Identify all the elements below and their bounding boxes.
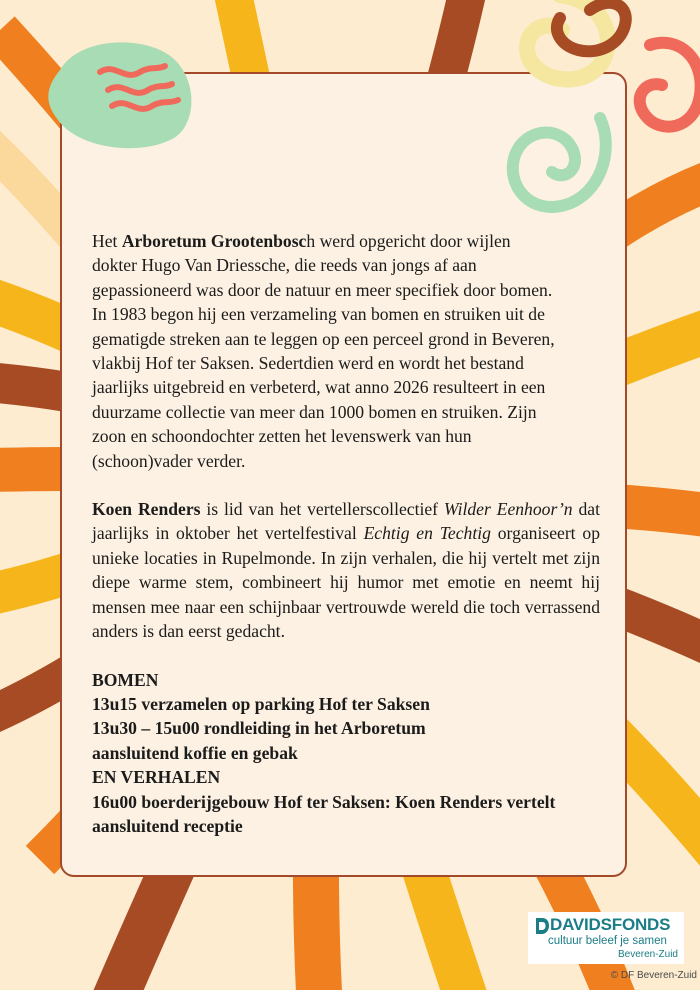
- logo-tagline: cultuur beleef je samen: [548, 935, 667, 947]
- intro-line: jaarlijks uitgebreid en verbeterd, wat anno 2026 resulteert in een: [92, 377, 546, 398]
- logo-location: Beveren-Zuid: [617, 949, 678, 960]
- intro-line: zoon en schoondochter zetten het levenswerk van hun: [92, 426, 472, 447]
- intro-line: duurzame collectie van meer dan 1000 bomen en struiken. Zijn: [92, 401, 537, 422]
- article-body: [92, 229, 600, 838]
- festival-name: Echtig en Techtig: [363, 523, 491, 544]
- intro-line: vlakbij Hof ter Saksen. Sedertdien werd en wordt het bestand: [92, 353, 524, 374]
- storyteller-paragraph: [92, 497, 600, 643]
- schedule-item: aansluitend receptie: [92, 815, 243, 836]
- intro-text: Het: [92, 231, 122, 251]
- schedule-item: 13u30 – 15u00 rondleiding in het Arboretum: [92, 718, 426, 739]
- logo-brand: DAVIDSFONDS: [550, 915, 671, 934]
- arboretum-name: Arboretum Grootenbosc: [121, 231, 307, 251]
- schedule-item: 13u15 verzamelen op parking Hof ter Saksen: [92, 693, 430, 714]
- schedule-heading: BOMEN: [92, 669, 159, 690]
- copyright-notice: © DF Beveren-Zuid: [610, 970, 697, 981]
- schedule-heading: EN VERHALEN: [92, 767, 221, 788]
- intro-line: In 1983 begon hij een verzameling van bomen en struiken uit de: [92, 304, 545, 325]
- storyteller-name: Koen Renders: [92, 499, 201, 520]
- schedule-item: aansluitend koffie en gebak: [92, 742, 298, 763]
- schedule-item: 16u00 boerderijgebouw Hof ter Saksen: Koen Renders vertelt: [92, 791, 556, 812]
- intro-line: gematigde streken aan te leggen op een perceel grond in Beveren,: [92, 328, 555, 349]
- intro-line: gepassioneerd was door de natuur en meer specifiek door bomen.: [92, 279, 553, 300]
- davidsfonds-logo: [528, 912, 684, 964]
- intro-text: h werd opgericht door wijlen: [306, 231, 511, 251]
- intro-paragraph: [92, 229, 600, 473]
- storyteller-text: organiseert op unieke locaties in Rupelmonde. In zijn verhalen, die hij vertelt met zijn diepe warme stem, combineert hij humor met emotie en neemt hij mensen mee naar een schijnbaar vertrouwde wereld die toch verrassend anders is dan eerst gedacht.: [92, 523, 600, 642]
- intro-line: dokter Hugo Van Driessche, die reeds van jongs af aan: [92, 255, 477, 276]
- schedule: [92, 668, 600, 839]
- storyteller-text: is lid van het vertellerscollectief: [200, 499, 444, 520]
- intro-line: (schoon)vader verder.: [92, 450, 246, 471]
- davidsfonds-mark-icon: [534, 917, 550, 935]
- storyteller-text: dat jaarlijks in oktober het vertelfestival: [92, 499, 600, 544]
- collective-name: Wilder Eenhoor’n: [443, 499, 573, 520]
